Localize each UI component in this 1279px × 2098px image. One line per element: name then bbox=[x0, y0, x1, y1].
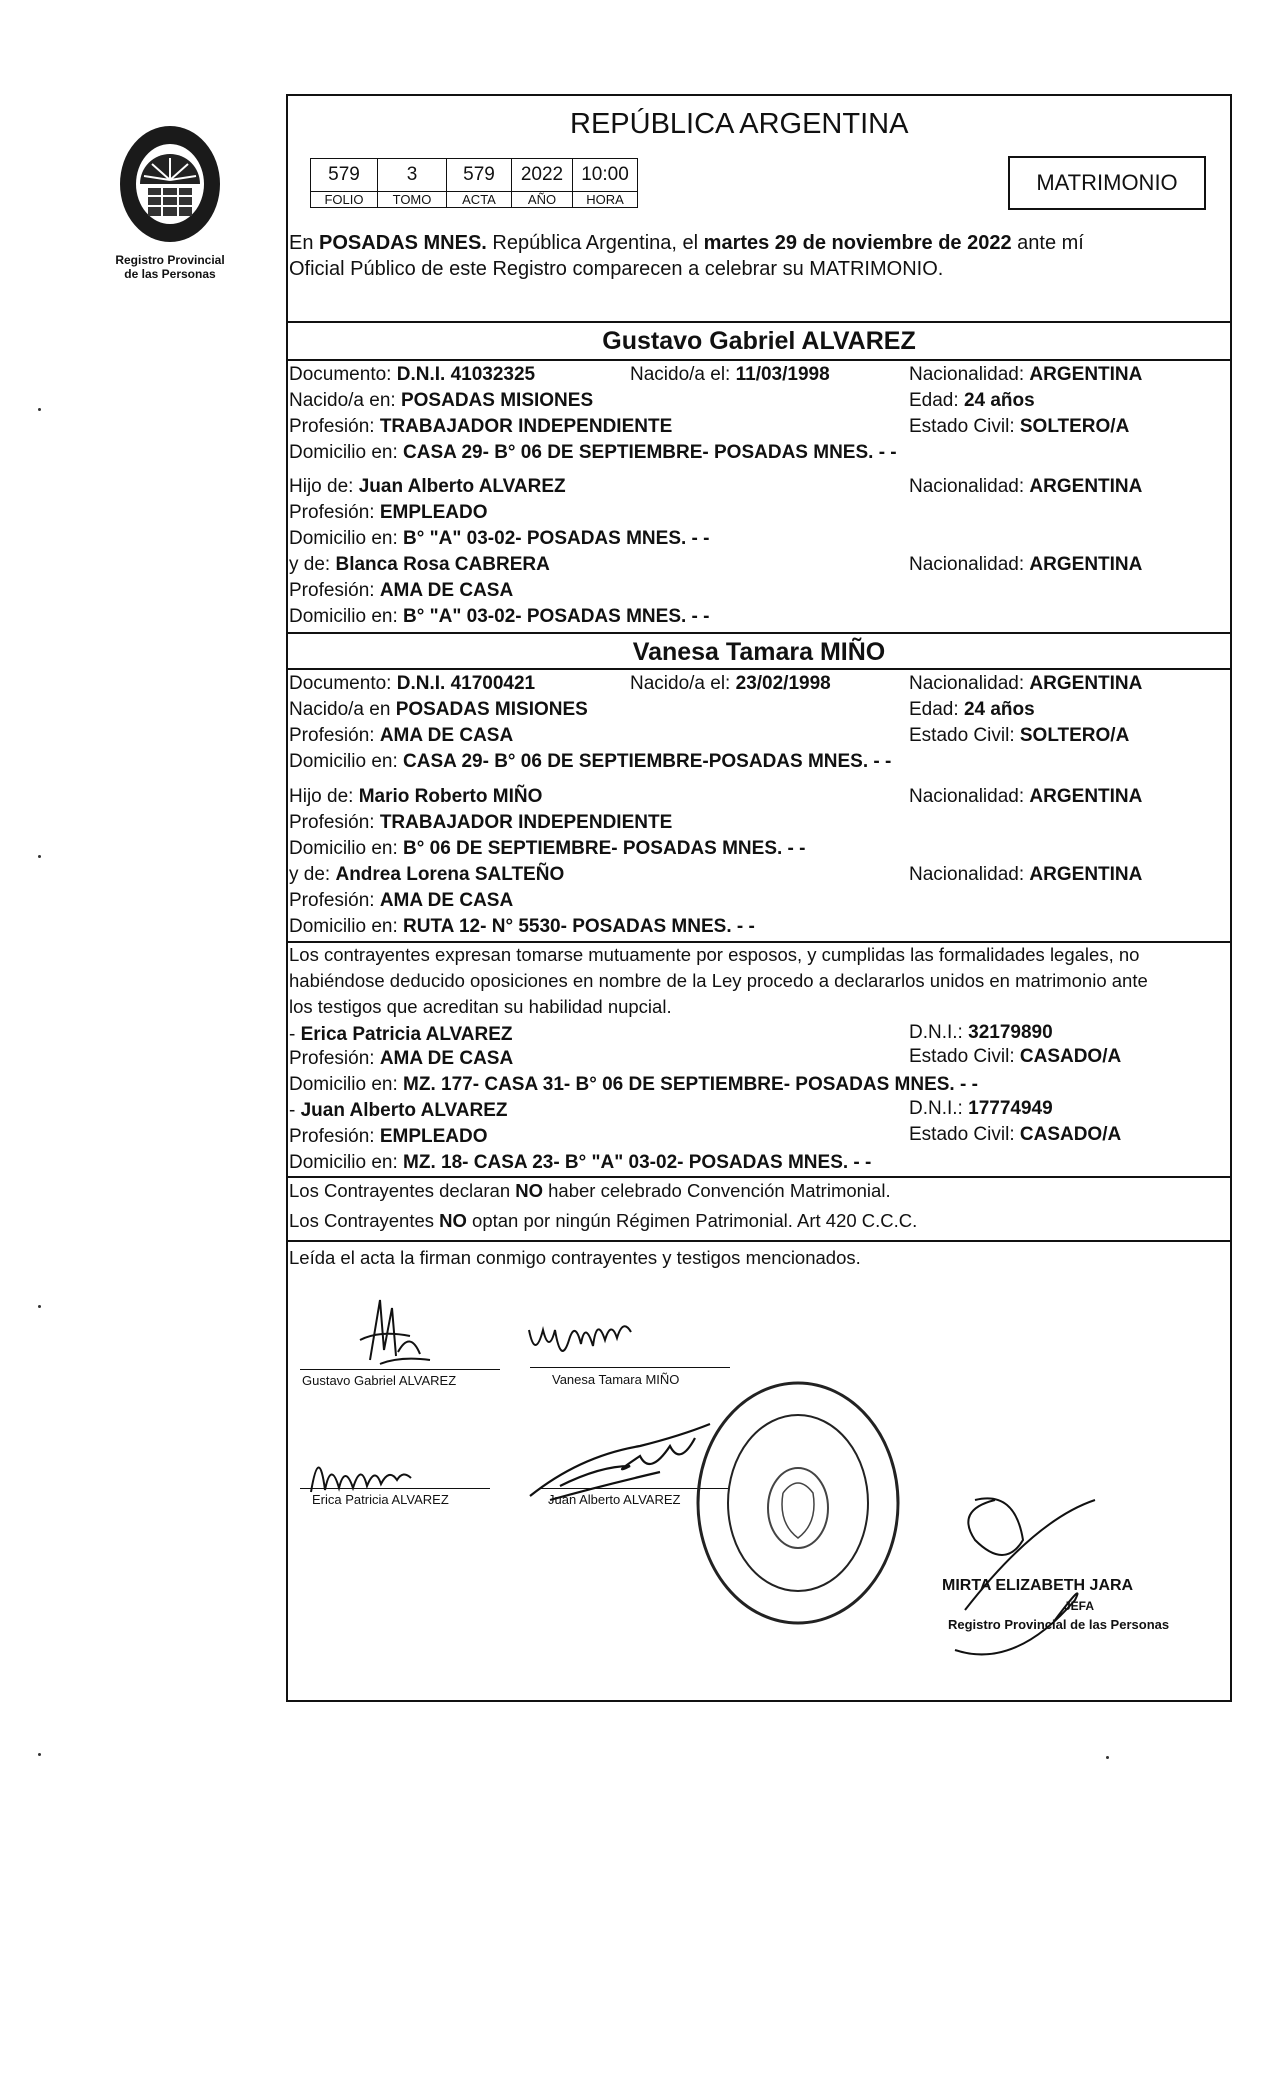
spouse2-father-nationality bbox=[909, 786, 1142, 808]
field-label: Profesión: bbox=[289, 502, 380, 523]
spouse2-nationality bbox=[909, 673, 1142, 695]
field-value: Mario Roberto MIÑO bbox=[358, 786, 543, 807]
signature-scribble bbox=[525, 1310, 655, 1370]
field-value: MZ. 177- CASA 31- B° 06 DE SEPTIEMBRE- POSADAS MNES. - - bbox=[403, 1074, 978, 1095]
field-label: Edad: bbox=[909, 699, 964, 720]
spouse1-mother-nationality bbox=[909, 554, 1142, 576]
field-value: ARGENTINA bbox=[1029, 786, 1143, 807]
field-label: Domicilio en: bbox=[289, 838, 404, 859]
witness2-civil-status bbox=[909, 1124, 1121, 1146]
spouse2-father-profession bbox=[289, 812, 672, 834]
spouse1-father bbox=[289, 476, 566, 498]
field-label: D.N.I.: bbox=[909, 1098, 969, 1119]
field-value: Andrea Lorena SALTEÑO bbox=[335, 864, 565, 885]
acta-value: 579 bbox=[447, 159, 512, 192]
hour-value: 10:00 bbox=[573, 159, 638, 192]
field-label: Estado Civil: bbox=[909, 1046, 1020, 1067]
witness2-address bbox=[289, 1152, 871, 1174]
field-value: Erica Patricia ALVAREZ bbox=[300, 1024, 513, 1045]
field-value: 24 años bbox=[963, 699, 1035, 720]
witness2-dni bbox=[909, 1098, 1053, 1120]
spouse2-name: Vanesa Tamara MIÑO bbox=[632, 638, 886, 666]
field-label: Hijo de: bbox=[289, 786, 359, 807]
signature-line bbox=[530, 1367, 730, 1368]
spouse2-father-address bbox=[289, 838, 805, 860]
spouse1-birthplace bbox=[289, 390, 593, 412]
witness2-profession bbox=[289, 1126, 488, 1148]
spouse2-age bbox=[909, 699, 1035, 721]
field-value: B° "A" 03-02- POSADAS MNES. - - bbox=[403, 606, 710, 627]
spouse1-name: Gustavo Gabriel ALVAREZ bbox=[602, 327, 916, 355]
field-value: AMA DE CASA bbox=[379, 1048, 514, 1069]
field-label: Domicilio en: bbox=[289, 442, 404, 463]
signature-line bbox=[300, 1488, 490, 1489]
intro-text: República Argentina, el bbox=[486, 232, 704, 254]
field-value: EMPLEADO bbox=[379, 1126, 488, 1147]
spouse1-mother-address bbox=[289, 606, 710, 628]
official-name: MIRTA ELIZABETH JARA bbox=[942, 1577, 1134, 1594]
spouse2-mother bbox=[289, 864, 564, 886]
field-label: Profesión: bbox=[289, 812, 380, 833]
field-value: Juan Alberto ALVAREZ bbox=[300, 1100, 508, 1121]
field-value: 32179890 bbox=[968, 1022, 1053, 1043]
field-label: Nacido/a el: bbox=[630, 673, 736, 694]
field-label: Estado Civil: bbox=[909, 416, 1020, 437]
field-value: AMA DE CASA bbox=[379, 890, 514, 911]
field-value: ARGENTINA bbox=[1029, 864, 1143, 885]
field-value: SOLTERO/A bbox=[1019, 725, 1130, 746]
field-value: CASADO/A bbox=[1019, 1046, 1122, 1067]
doc-type-label: MATRIMONIO bbox=[1036, 170, 1178, 195]
field-label: Nacionalidad: bbox=[909, 673, 1030, 694]
field-value: Juan Alberto ALVAREZ bbox=[358, 476, 566, 497]
field-label: Documento: bbox=[289, 364, 397, 385]
registry-logo bbox=[100, 118, 240, 293]
field-label: Edad: bbox=[909, 390, 964, 411]
scan-speck bbox=[38, 1753, 41, 1756]
tomo-label: TOMO bbox=[378, 192, 447, 208]
tomo-value: 3 bbox=[378, 159, 447, 192]
official-office: Registro Provincial de las Personas bbox=[948, 1617, 1170, 1632]
scan-speck bbox=[38, 855, 41, 858]
field-label: Domicilio en: bbox=[289, 751, 404, 772]
spouse2-profession bbox=[289, 725, 513, 747]
field-label: haber celebrado Convención Matrimonial. bbox=[543, 1180, 891, 1201]
field-label: Domicilio en: bbox=[289, 1152, 404, 1173]
field-value: EMPLEADO bbox=[379, 502, 488, 523]
field-value: AMA DE CASA bbox=[379, 580, 514, 601]
signature-line bbox=[300, 1369, 500, 1370]
field-label: Profesión: bbox=[289, 416, 380, 437]
acta-label: ACTA bbox=[447, 192, 512, 208]
field-value: NO bbox=[515, 1180, 543, 1201]
field-value: CASADO/A bbox=[1019, 1124, 1122, 1145]
field-value: 24 años bbox=[963, 390, 1035, 411]
field-label: Nacionalidad: bbox=[909, 864, 1030, 885]
field-label: y de: bbox=[289, 554, 336, 575]
spouse1-mother bbox=[289, 554, 550, 576]
spouse1-profession bbox=[289, 416, 672, 438]
field-value: TRABAJADOR INDEPENDIENTE bbox=[379, 416, 673, 437]
divider bbox=[286, 1240, 1232, 1242]
spouse2-father bbox=[289, 786, 542, 808]
field-value: CASA 29- B° 06 DE SEPTIEMBRE- POSADAS MNES. - - bbox=[403, 442, 897, 463]
divider bbox=[286, 321, 1232, 323]
spouse2-document bbox=[289, 673, 535, 695]
divider bbox=[286, 632, 1232, 634]
field-value: ARGENTINA bbox=[1029, 554, 1143, 575]
field-label: Profesión: bbox=[289, 890, 380, 911]
field-label: Domicilio en: bbox=[289, 1074, 404, 1095]
patrimonial-line2 bbox=[289, 1210, 917, 1232]
field-label: Profesión: bbox=[289, 725, 380, 746]
field-value: POSADAS MISIONES bbox=[395, 699, 588, 720]
year-value: 2022 bbox=[512, 159, 573, 192]
field-label: Profesión: bbox=[289, 580, 380, 601]
field-label: Domicilio en: bbox=[289, 528, 404, 549]
field-label: Nacionalidad: bbox=[909, 786, 1030, 807]
spouse1-civil-status bbox=[909, 416, 1129, 438]
intro-text: ante mí bbox=[1011, 232, 1084, 254]
witness1-address bbox=[289, 1074, 978, 1096]
spouse2-civil-status bbox=[909, 725, 1129, 747]
field-label: Domicilio en: bbox=[289, 606, 404, 627]
ceremony-place: POSADAS MNES. bbox=[319, 232, 487, 254]
closing-text: Leída el acta la firman conmigo contrayentes y testigos mencionados. bbox=[289, 1247, 861, 1268]
field-label: Nacionalidad: bbox=[909, 476, 1030, 497]
intro-line2: Oficial Público de este Registro comparecen a celebrar su MATRIMONIO. bbox=[289, 258, 944, 280]
field-value: Blanca Rosa CABRERA bbox=[335, 554, 550, 575]
signature-caption-spouse1: Gustavo Gabriel ALVAREZ bbox=[302, 1373, 457, 1388]
field-value: B° 06 DE SEPTIEMBRE- POSADAS MNES. - - bbox=[403, 838, 806, 859]
doc-type-box bbox=[1008, 156, 1206, 210]
signature-scribble bbox=[305, 1440, 415, 1500]
witness1-civil-status bbox=[909, 1046, 1121, 1068]
scan-speck bbox=[38, 1305, 41, 1308]
field-value: D.N.I. 41700421 bbox=[396, 673, 536, 694]
year-label: AÑO bbox=[512, 192, 573, 208]
spouse1-mother-profession bbox=[289, 580, 513, 602]
field-label: Nacido/a en: bbox=[289, 390, 401, 411]
declaration-line3: los testigos que acreditan su habilidad nupcial. bbox=[289, 996, 672, 1017]
field-value: MZ. 18- CASA 23- B° "A" 03-02- POSADAS MNES. - - bbox=[403, 1152, 872, 1173]
field-value: D.N.I. 41032325 bbox=[396, 364, 536, 385]
field-value: AMA DE CASA bbox=[379, 725, 514, 746]
field-value: SOLTERO/A bbox=[1019, 416, 1130, 437]
field-label: Nacido/a el: bbox=[630, 364, 736, 385]
signature-caption-witness1: Erica Patricia ALVAREZ bbox=[312, 1492, 449, 1507]
declaration-line2: habiéndose deducido oposiciones en nombre de la Ley procedo a declararlos unidos en matrimonio ante bbox=[289, 970, 1148, 991]
patrimonial-line1 bbox=[289, 1180, 891, 1202]
spouse2-address bbox=[289, 751, 891, 773]
spouse2-mother-profession bbox=[289, 890, 513, 912]
field-label: Los Contrayentes declaran bbox=[289, 1180, 516, 1201]
signature-caption-spouse2: Vanesa Tamara MIÑO bbox=[552, 1372, 680, 1387]
field-label: Estado Civil: bbox=[909, 1124, 1020, 1145]
spouse1-age bbox=[909, 390, 1035, 412]
field-value: 11/03/1998 bbox=[735, 364, 830, 385]
declaration-line1: Los contrayentes expresan tomarse mutuamente por esposos, y cumplidas las formalidades legales, no bbox=[289, 944, 1140, 965]
field-label: y de: bbox=[289, 864, 336, 885]
official-round-stamp-icon bbox=[688, 1373, 908, 1633]
field-label: Nacionalidad: bbox=[909, 554, 1030, 575]
field-value: RUTA 12- N° 5530- POSADAS MNES. - - bbox=[403, 916, 755, 937]
divider bbox=[286, 668, 1232, 670]
folio-label: FOLIO bbox=[311, 192, 378, 208]
folio-value: 579 bbox=[311, 159, 378, 192]
field-value: B° "A" 03-02- POSADAS MNES. - - bbox=[403, 528, 710, 549]
ceremony-date: martes 29 de noviembre de 2022 bbox=[703, 232, 1012, 254]
field-value: ARGENTINA bbox=[1029, 476, 1143, 497]
field-value: CASA 29- B° 06 DE SEPTIEMBRE-POSADAS MNES. - - bbox=[403, 751, 892, 772]
field-value: ARGENTINA bbox=[1029, 673, 1143, 694]
field-label: Profesión: bbox=[289, 1048, 380, 1069]
field-label: Hijo de: bbox=[289, 476, 359, 497]
field-value: NO bbox=[439, 1210, 467, 1231]
provincial-seal-icon bbox=[100, 118, 240, 248]
scan-speck bbox=[38, 408, 41, 411]
signature-caption-witness2: Juan Alberto ALVAREZ bbox=[548, 1492, 681, 1507]
field-value: TRABAJADOR INDEPENDIENTE bbox=[379, 812, 673, 833]
intro-line1 bbox=[289, 232, 1084, 254]
spouse1-birthdate bbox=[630, 364, 830, 386]
spouse1-father-address bbox=[289, 528, 710, 550]
field-label: Nacionalidad: bbox=[909, 364, 1030, 385]
field-value: 17774949 bbox=[968, 1098, 1053, 1119]
spouse1-father-nationality bbox=[909, 476, 1142, 498]
field-label: optan por ningún Régimen Patrimonial. Art 420 C.C.C. bbox=[466, 1210, 918, 1231]
divider bbox=[286, 941, 1232, 943]
field-label: Estado Civil: bbox=[909, 725, 1020, 746]
spouse2-mother-address bbox=[289, 916, 755, 938]
spouse1-father-profession bbox=[289, 502, 488, 524]
witness1-profession bbox=[289, 1048, 513, 1070]
official-title: JEFA bbox=[1064, 1599, 1095, 1613]
field-label: - bbox=[289, 1100, 301, 1121]
field-label: Los Contrayentes bbox=[289, 1210, 440, 1231]
witness1-name bbox=[289, 1024, 513, 1046]
registry-table bbox=[310, 158, 638, 208]
field-label: Profesión: bbox=[289, 1126, 380, 1147]
field-label: Nacido/a en bbox=[289, 699, 396, 720]
signature-scribble bbox=[340, 1290, 450, 1370]
field-label: Documento: bbox=[289, 673, 397, 694]
divider bbox=[286, 1176, 1232, 1178]
document-title: REPÚBLICA ARGENTINA bbox=[570, 108, 909, 140]
spouse1-document bbox=[289, 364, 535, 386]
spouse2-birthdate bbox=[630, 673, 831, 695]
witness2-name bbox=[289, 1100, 508, 1122]
hour-label: HORA bbox=[573, 192, 638, 208]
logo-caption-line1: Registro Provincial bbox=[115, 253, 225, 267]
scan-speck bbox=[1106, 1756, 1109, 1759]
spouse1-address bbox=[289, 442, 897, 464]
spouse2-birthplace bbox=[289, 699, 588, 721]
spouse1-nationality bbox=[909, 364, 1142, 386]
divider bbox=[286, 359, 1232, 361]
witness1-dni bbox=[909, 1022, 1053, 1044]
spouse2-mother-nationality bbox=[909, 864, 1142, 886]
field-label: D.N.I.: bbox=[909, 1022, 969, 1043]
logo-caption-line2: de las Personas bbox=[124, 267, 216, 281]
field-value: 23/02/1998 bbox=[735, 673, 831, 694]
intro-text: En bbox=[289, 232, 320, 254]
field-label: Domicilio en: bbox=[289, 916, 404, 937]
field-value: ARGENTINA bbox=[1029, 364, 1143, 385]
field-label: - bbox=[289, 1024, 301, 1045]
field-value: POSADAS MISIONES bbox=[400, 390, 594, 411]
